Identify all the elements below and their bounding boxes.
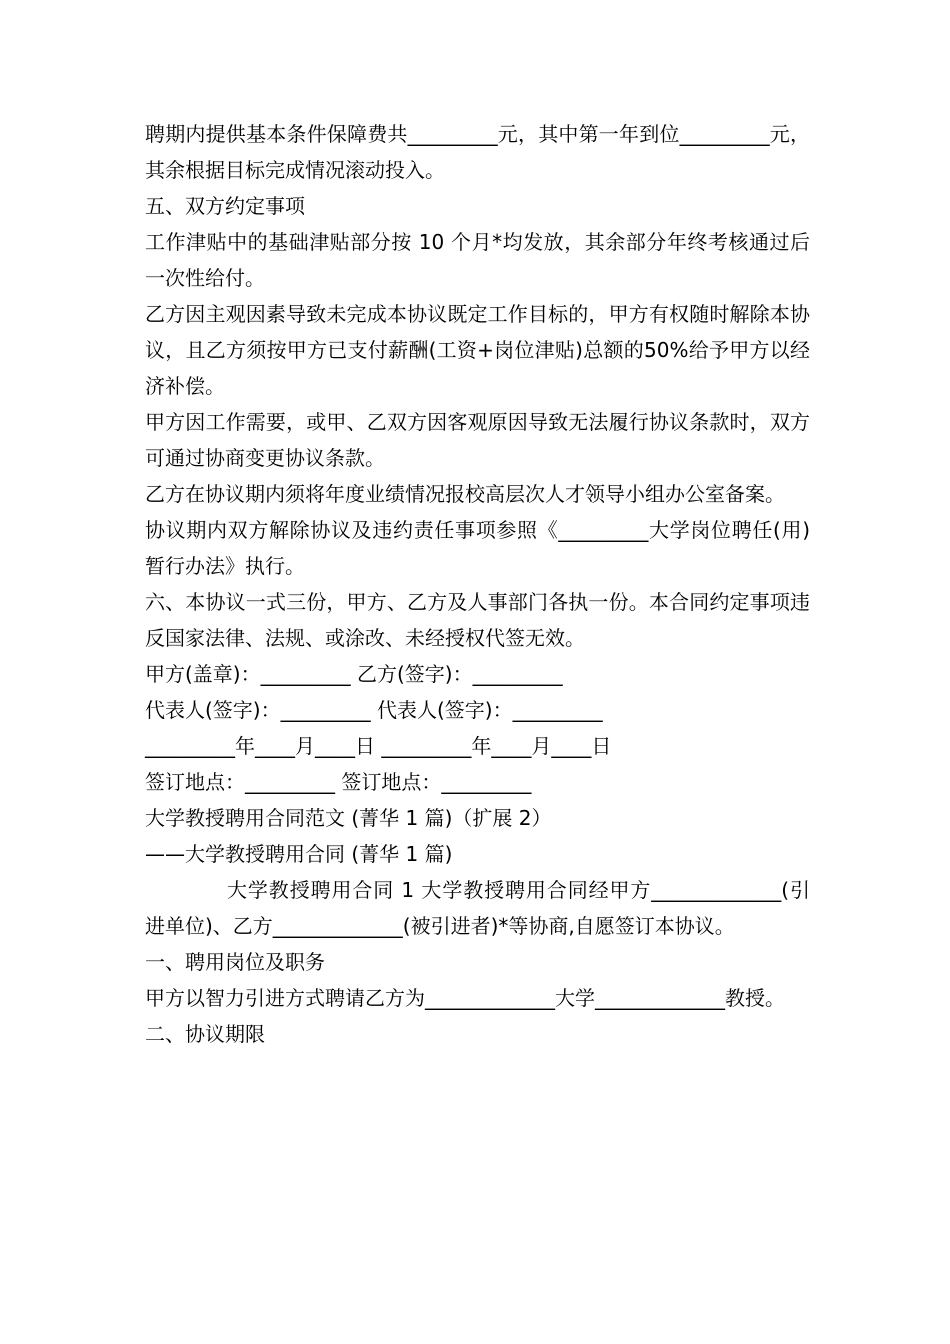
- paragraph-amendment: 甲方因工作需要，或甲、乙双方因客观原因导致无法履行协议条款时，双方可通过协商变更协议条款。: [145, 410, 810, 470]
- heading-section-1: 一、聘用岗位及职务: [145, 950, 325, 974]
- paragraph-intro: 大学教授聘用合同 1 大学教授聘用合同经甲方_____________(引进单位)、乙方_____________(被引进者)*等协商,自愿签订本协议。: [145, 878, 810, 938]
- paragraph-filing: 乙方在协议期内须将年度业绩情况报校高层次人才领导小组办公室备案。: [145, 482, 785, 506]
- paragraph-allowance: 工作津贴中的基础津贴部分按 10 个月*均发放，其余部分年终考核通过后一次性给付。: [145, 230, 810, 290]
- heading-section-6: 六、本协议一式三份，甲方、乙方及人事部门各执一份。本合同约定事项违反国家法律、法规、或涂改、未经授权代签无效。: [145, 590, 810, 650]
- signature-party-line: 甲方(盖章)：_________ 乙方(签字)：_________: [145, 662, 563, 686]
- paragraph-position: 甲方以智力引进方式聘请乙方为_____________大学_____________教授。: [145, 986, 785, 1010]
- paragraph-funding: 聘期内提供基本条件保障费共_________元，其中第一年到位_________元，其余根据目标完成情况滚动投入。: [145, 122, 810, 182]
- document-body: [145, 116, 810, 1052]
- extension-title: 大学教授聘用合同范文 (菁华 1 篇)（扩展 2）: [145, 806, 552, 830]
- signature-location-line: 签订地点：_________ 签订地点：_________: [145, 770, 532, 794]
- paragraph-breach: 协议期内双方解除协议及违约责任事项参照《_________大学岗位聘任(用)暂行办法》执行。: [145, 518, 810, 578]
- signature-date-line: _________年____月____日 _________年____月____日: [145, 734, 612, 758]
- paragraph-termination: 乙方因主观因素导致未完成本协议既定工作目标的，甲方有权随时解除本协议，且乙方须按甲方已支付薪酬(工资+岗位津贴)总额的50%给予甲方以经济补偿。: [145, 302, 810, 398]
- heading-section-2: 二、协议期限: [145, 1022, 265, 1046]
- extension-subtitle: ——大学教授聘用合同 (菁华 1 篇): [145, 842, 453, 866]
- signature-representative-line: 代表人(签字)：_________ 代表人(签字)：_________: [145, 698, 603, 722]
- heading-section-5: 五、双方约定事项: [145, 194, 305, 218]
